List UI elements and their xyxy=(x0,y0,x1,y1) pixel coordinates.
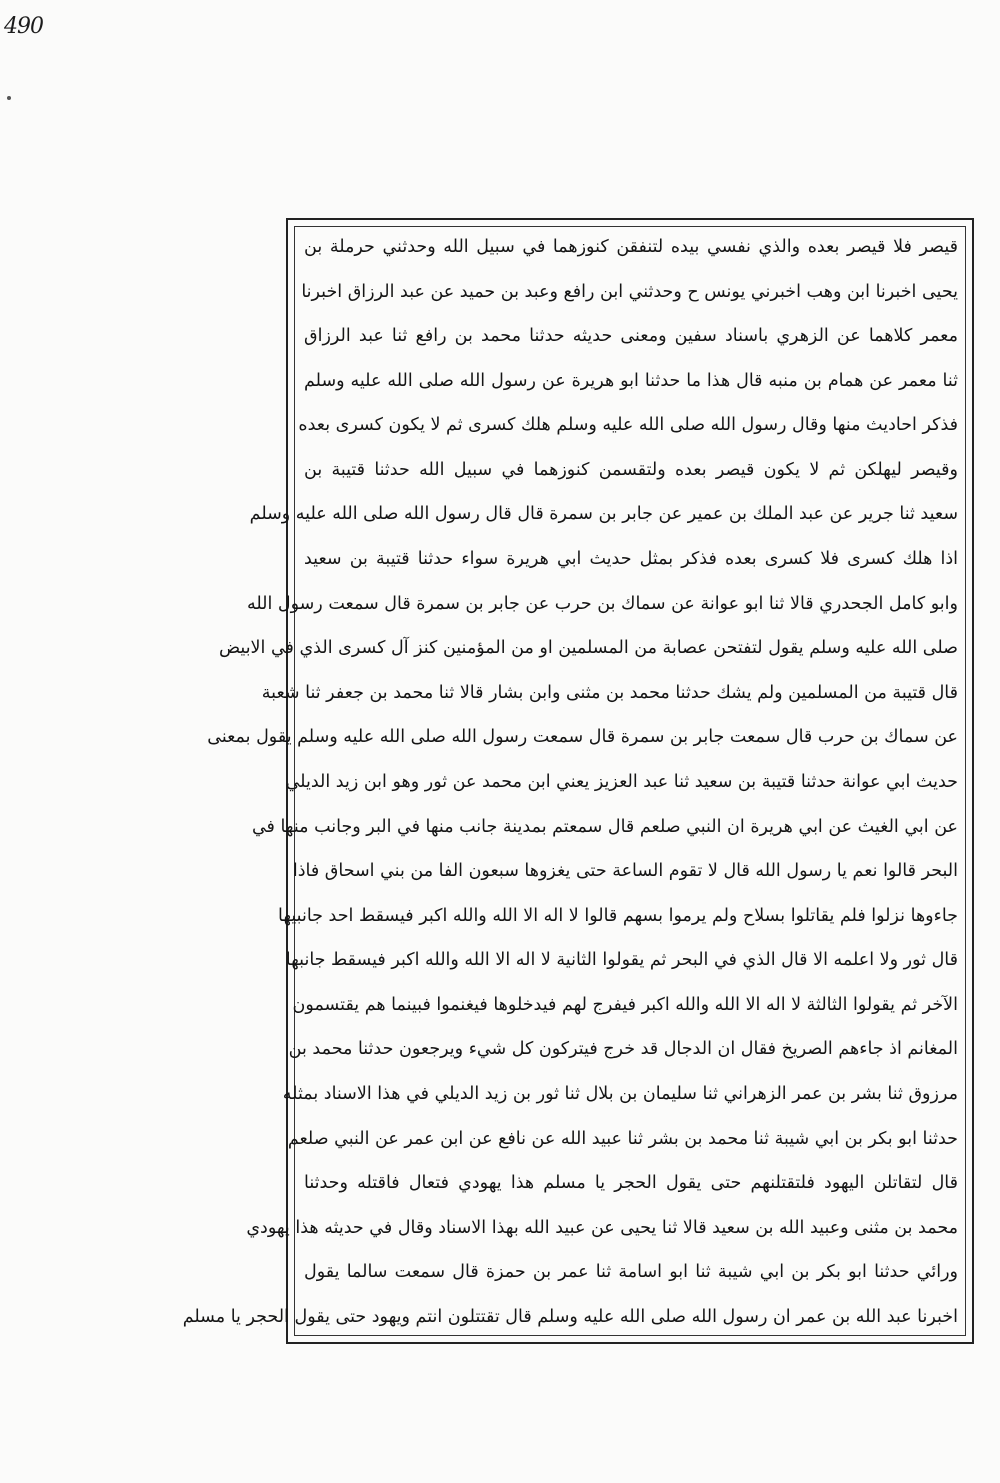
manuscript-text-block xyxy=(182,232,958,1332)
manuscript-line-6: وقيصر ليهلكن ثم لا يكون قيصر بعده ولتقسمن كنوزهما في سبيل الله حدثنا قتيبة بن xyxy=(304,459,958,480)
manuscript-line-10: صلى الله عليه وسلم يقول لتفتحن عصابة من المسلمين او من المؤمنين كنز آل كسرى الذي في الابيض xyxy=(218,638,958,659)
manuscript-line-14: عن ابي الغيث عن ابي هريرة ان النبي صلعم قال سمعتم بمدينة جانب منها في البر وجانب منها في xyxy=(251,816,958,837)
manuscript-line-2: يحيى اخبرنا ابن وهب اخبرني يونس ح وحدثني ابن رافع وعبد بن حميد عن عبد الرزاق اخبرنا xyxy=(301,281,958,302)
manuscript-line-3: معمر كلاهما عن الزهري باسناد سفين ومعنى حديثه حدثنا محمد بن رافع ثنا عبد الرزاق xyxy=(304,326,958,347)
manuscript-line-24: ورائي حدثنا ابو بكر بن ابي شيبة ثنا ابو اسامة ثنا عمر بن حمزة قال سمعت سالما يقول xyxy=(304,1262,958,1283)
manuscript-line-8: اذا هلك كسرى فلا كسرى بعده فذكر بمثل حديث ابي هريرة سواء حدثنا قتيبة بن سعيد xyxy=(304,549,958,570)
manuscript-line-16: جاءوها نزلوا فلم يقاتلوا بسلاح ولم يرموا بسهم قالوا لا اله الا الله والله اكبر فيسقط احد جانبيها xyxy=(277,905,958,926)
manuscript-line-5: فذكر احاديث منها وقال رسول الله صلى الله عليه وسلم هلك كسرى ثم لا يكون كسرى بعده xyxy=(298,415,958,436)
manuscript-line-1: قيصر فلا قيصر بعده والذي نفسي بيده لتنفقن كنوزهما في سبيل الله وحدثني حرملة بن xyxy=(304,237,958,257)
manuscript-line-17: قال ثور ولا اعلمه الا قال الذي في البحر ثم يقولوا الثانية لا اله الا الله والله اكبر فيسقط جانبها xyxy=(285,950,958,971)
manuscript-line-13: حديث ابي عوانة حدثنا قتيبة بن سعيد ثنا عبد العزيز يعني ابن محمد عن ثور وهو ابن زيد الديلي xyxy=(285,771,958,792)
manuscript-line-19: المغانم اذ جاءهم الصريخ فقال ان الدجال قد خرج فيتركون كل شيء ويرجعون حدثنا محمد بن xyxy=(288,1039,958,1060)
manuscript-line-15: البحر قالوا نعم يا رسول الله قال لا تقوم الساعة حتى يغزوها سبعون الفا من بني اسحاق فاذا xyxy=(292,861,958,882)
manuscript-line-20: مرزوق ثنا بشر بن عمر الزهراني ثنا سليمان بن بلال ثنا ثور بن زيد الديلي في هذا الاسناد بمثله xyxy=(282,1083,958,1104)
manuscript-line-7: سعيد ثنا جرير عن عبد الملك بن عمير عن جابر بن سمرة قال قال رسول الله صلى الله عليه وسلم xyxy=(249,504,958,525)
manuscript-line-11: قال قتيبة من المسلمين ولم يشك حدثنا محمد بن مثنى وابن بشار قالا ثنا محمد بن جعفر ثنا شعبة xyxy=(261,682,958,703)
manuscript-line-25: اخبرنا عبد الله بن عمر ان رسول الله صلى الله عليه وسلم قال تقتتلون انتم ويهود حتى يقول الحجر يا مسلم xyxy=(182,1306,958,1327)
manuscript-line-18: الآخر ثم يقولوا الثالثة لا اله الا الله والله اكبر فيفرج لهم فيدخلوها فيغنموا فبينما هم يقتسمون xyxy=(292,994,958,1015)
manuscript-line-4: ثنا معمر عن همام بن منبه قال هذا ما حدثنا ابو هريرة عن رسول الله صلى الله عليه وسلم xyxy=(304,370,958,391)
manuscript-line-12: عن سماك بن حرب قال سمعت جابر بن سمرة قال سمعت رسول الله صلى الله عليه وسلم يقول بمعنى xyxy=(207,727,958,748)
manuscript-line-9: وابو كامل الجحدري قالا ثنا ابو عوانة عن سماك بن حرب عن جابر بن سمرة قال سمعت رسول الله xyxy=(246,593,958,614)
manuscript-line-21: حدثنا ابو بكر بن ابي شيبة ثنا محمد بن بشر ثنا عبيد الله عن نافع عن ابن عمر عن النبي صلعم xyxy=(287,1128,958,1149)
folio-number: 490 xyxy=(4,14,43,39)
manuscript-line-23: محمد بن مثنى وعبيد الله بن سعيد قالا ثنا يحيى عن عبيد الله بهذا الاسناد وقال في حديثه هذا يهودي xyxy=(246,1217,958,1238)
manuscript-line-22: قال لتقاتلن اليهود فلتقتلنهم حتى يقول الحجر يا مسلم هذا يهودي فتعال فاقتله وحدثنا xyxy=(304,1173,958,1194)
margin-mark xyxy=(7,96,11,100)
